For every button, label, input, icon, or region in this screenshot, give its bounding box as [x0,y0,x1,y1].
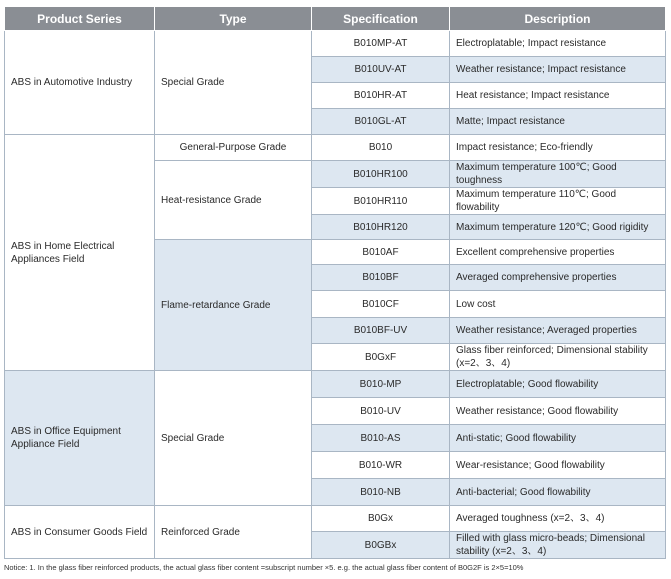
type-heat-resistance-grade: Heat-resistance Grade [155,161,312,240]
type-office-special-grade: Special Grade [155,371,312,506]
desc-cell: Low cost [450,291,666,318]
desc-cell: Averaged toughness (x=2、3、4) [450,506,666,532]
desc-cell: Electroplatable; Impact resistance [450,31,666,57]
spec-cell: B010BF-UV [312,318,450,344]
series-automotive: ABS in Automotive Industry [5,31,155,135]
spec-cell: B0Gx [312,506,450,532]
desc-cell: Filled with glass micro-beads; Dimensional stability (x=2、3、4) [450,532,666,559]
series-office-equipment: ABS in Office Equipment Appliance Field [5,371,155,506]
spec-cell: B010-WR [312,452,450,479]
spec-cell: B010HR-AT [312,83,450,109]
type-general-purpose-grade: General-Purpose Grade [155,135,312,161]
notice-footnote: Notice: 1. In the glass fiber reinforced products, the actual glass fiber content =subscript number ×5. e.g. the actual glass fiber content of B0G2F is 2×5=10% [4,563,524,572]
product-spec-table [4,6,666,559]
spec-cell: B010-NB [312,479,450,506]
spec-cell: B010MP-AT [312,31,450,57]
desc-cell: Weather resistance; Good flowability [450,398,666,425]
spec-cell: B010HR100 [312,161,450,188]
desc-cell: Heat resistance; Impact resistance [450,83,666,109]
header-row [5,7,666,31]
spec-cell: B0GxF [312,344,450,371]
header-type: Type [155,7,312,31]
desc-cell: Anti-static; Good flowability [450,425,666,452]
table-row [5,135,666,161]
desc-cell: Maximum temperature 100℃; Good toughness [450,161,666,188]
header-specification: Specification [312,7,450,31]
type-reinforced-grade: Reinforced Grade [155,506,312,559]
desc-cell: Matte; Impact resistance [450,109,666,135]
spec-cell: B010-AS [312,425,450,452]
header-description: Description [450,7,666,31]
desc-cell: Maximum temperature 120℃; Good rigidity [450,215,666,240]
spec-cell: B010 [312,135,450,161]
spec-cell: B010HR110 [312,188,450,215]
type-flame-retardance-grade: Flame-retardance Grade [155,240,312,371]
desc-cell: Maximum temperature 110℃; Good flowability [450,188,666,215]
desc-cell: Anti-bacterial; Good flowability [450,479,666,506]
series-consumer-goods: ABS in Consumer Goods Field [5,506,155,559]
desc-cell: Electroplatable; Good flowability [450,371,666,398]
spec-cell: B010BF [312,265,450,291]
spec-cell: B010UV-AT [312,57,450,83]
header-product-series: Product Series [5,7,155,31]
desc-cell: Impact resistance; Eco-friendly [450,135,666,161]
table-row [5,31,666,57]
series-home-electrical: ABS in Home Electrical Appliances Field [5,135,155,371]
spec-cell: B010AF [312,240,450,265]
spec-cell: B010GL-AT [312,109,450,135]
spec-cell: B0GBx [312,532,450,559]
table-row [5,371,666,398]
desc-cell: Glass fiber reinforced; Dimensional stability (x=2、3、4) [450,344,666,371]
desc-cell: Excellent comprehensive properties [450,240,666,265]
desc-cell: Weather resistance; Averaged properties [450,318,666,344]
type-auto-special-grade: Special Grade [155,31,312,135]
table-row [5,506,666,532]
spec-cell: B010-UV [312,398,450,425]
desc-cell: Wear-resistance; Good flowability [450,452,666,479]
desc-cell: Averaged comprehensive properties [450,265,666,291]
spec-cell: B010-MP [312,371,450,398]
spec-cell: B010CF [312,291,450,318]
desc-cell: Weather resistance; Impact resistance [450,57,666,83]
spec-cell: B010HR120 [312,215,450,240]
